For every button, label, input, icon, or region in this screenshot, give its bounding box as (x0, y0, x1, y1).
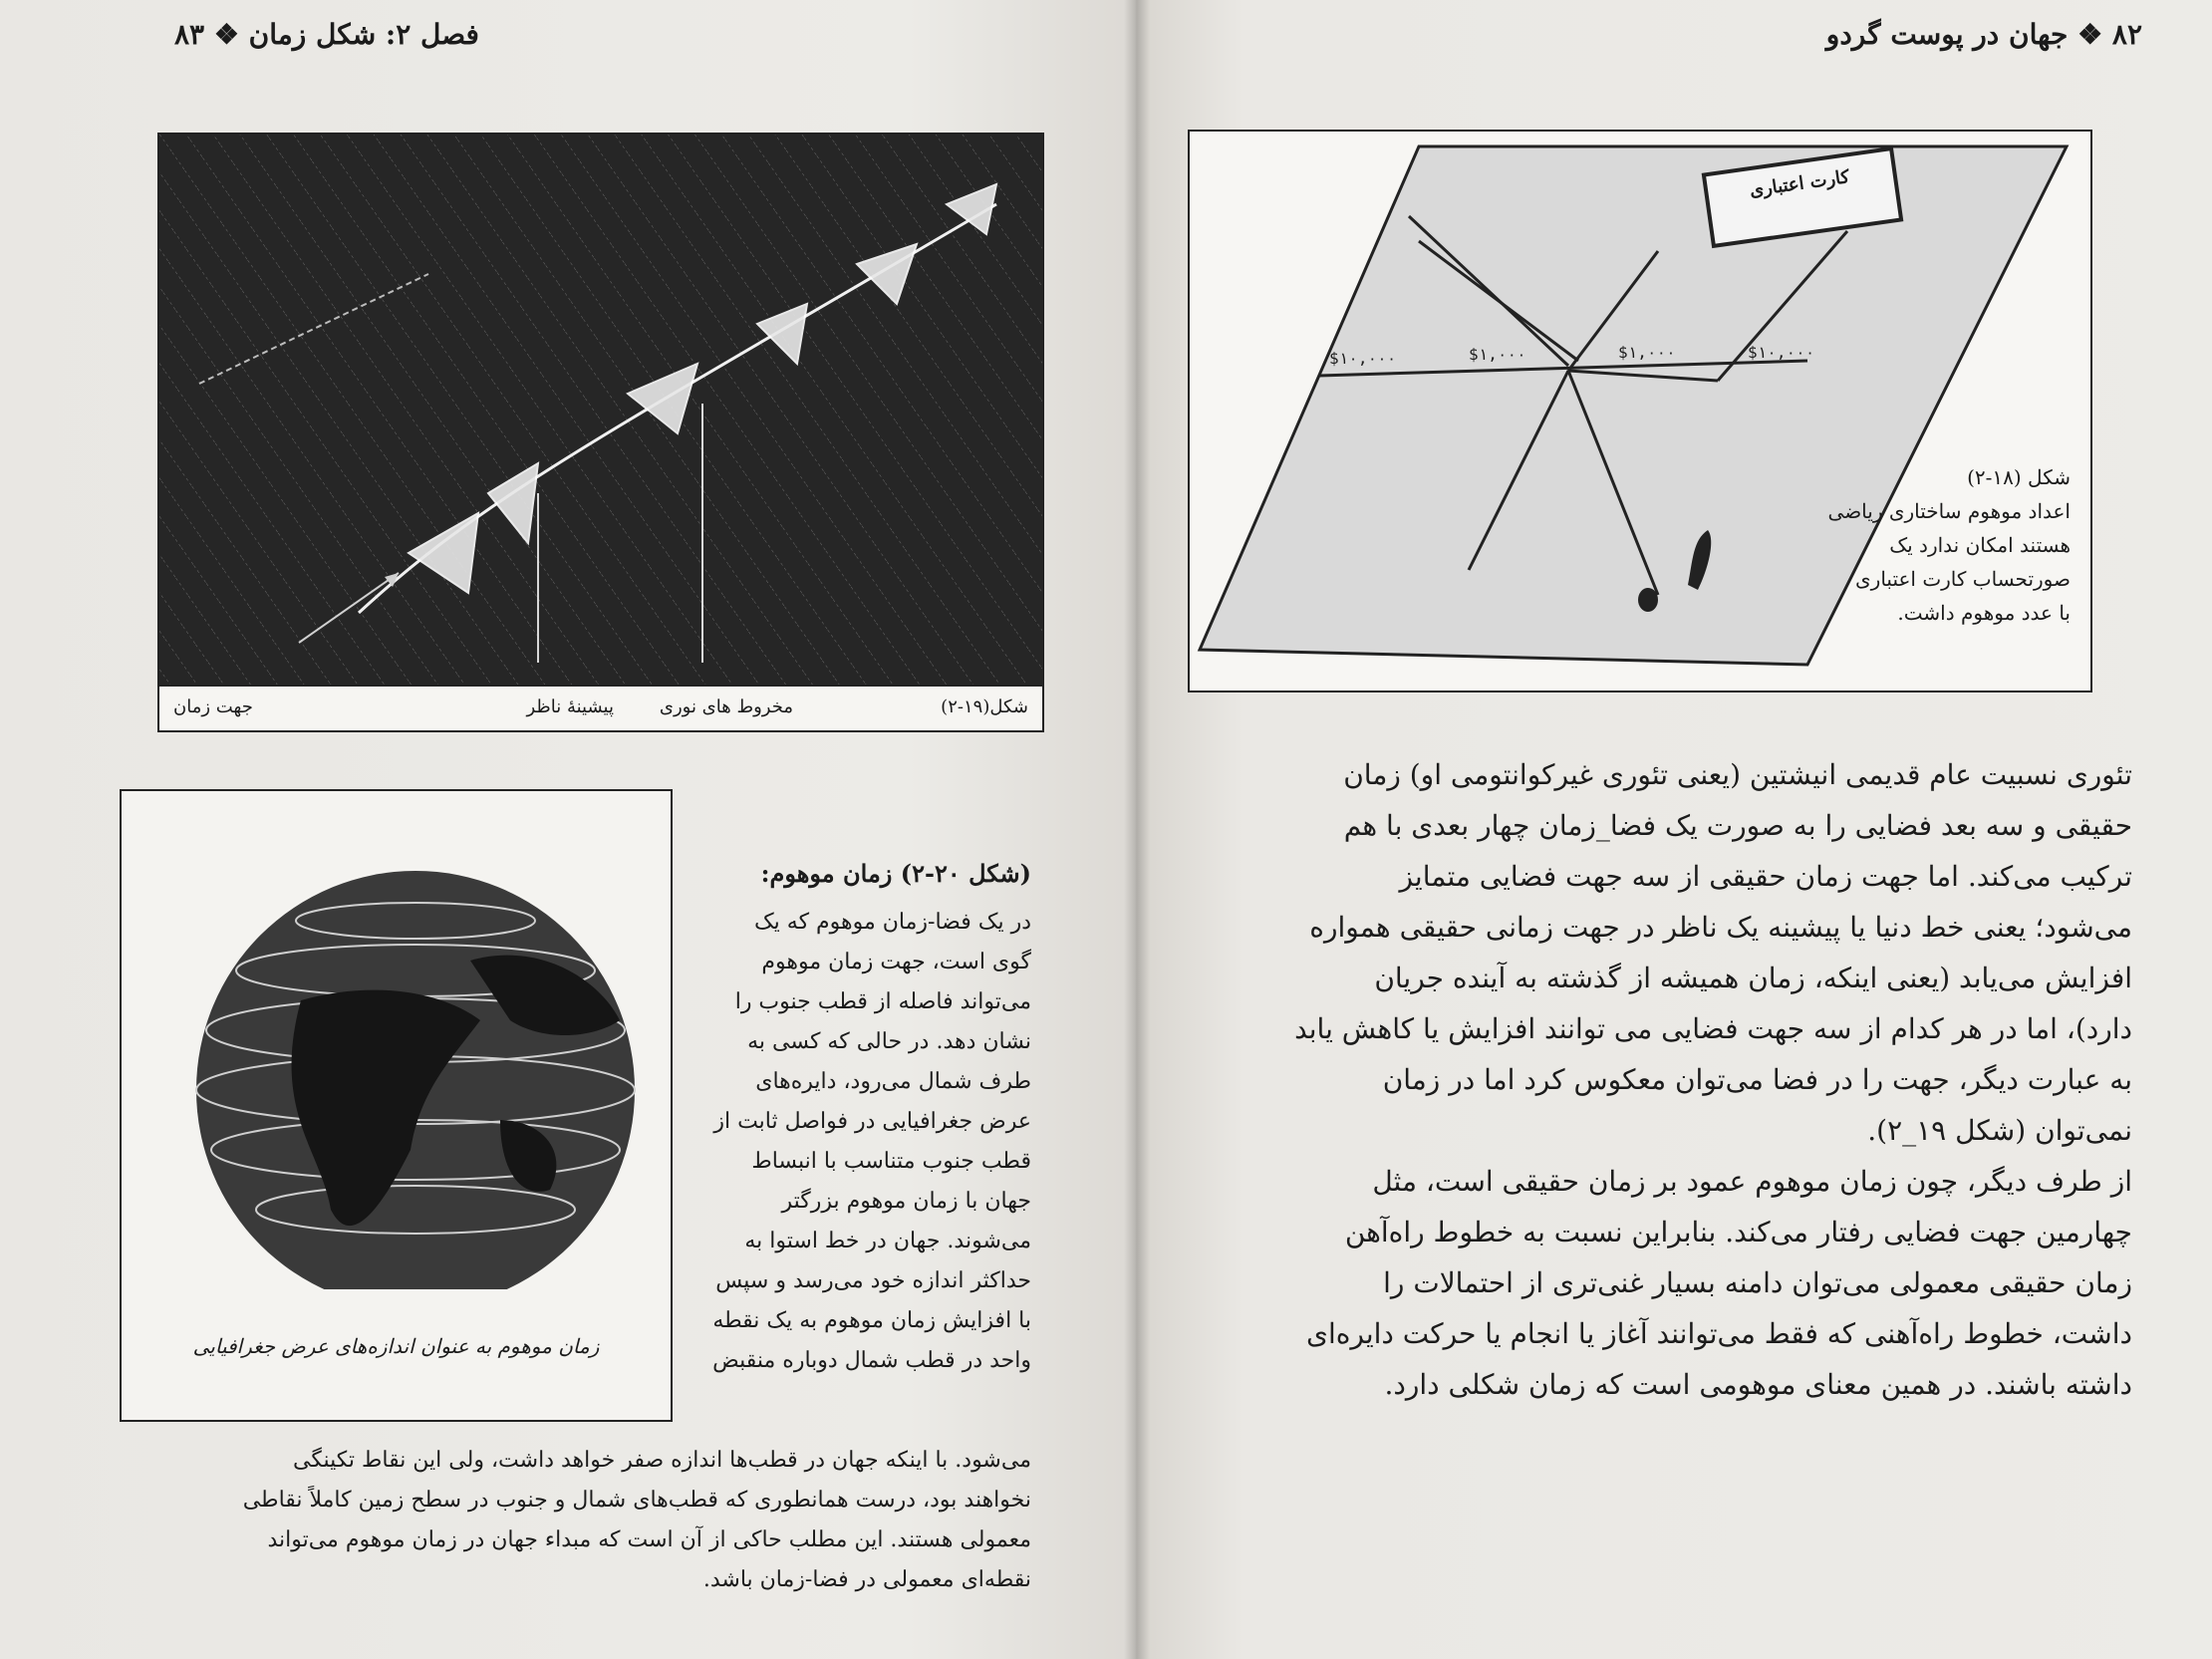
figure-credit-card (1188, 130, 2092, 692)
figure19-label-history: پیشینهٔ ناظر (526, 696, 614, 717)
body-line: دارد)، اما در هر کدام از سه جهت فضایی می توانند افزایش یا کاهش یابد (1294, 1012, 2132, 1045)
body-line: چهارمین جهت فضایی رفتار می‌کند. بنابراین نسبت به خطوط راه‌آهن (1344, 1216, 2132, 1248)
price-label: $۱,۰۰۰ (1618, 343, 1676, 362)
globe-caption: زمان موهوم به عنوان اندازه‌های عرض جغرافیایی (192, 1334, 600, 1358)
side-line: عرض جغرافیایی در فواصل ثابت از (713, 1109, 1031, 1134)
right-page (1136, 0, 2212, 1659)
credit-card-label: کارت اعتباری (1748, 166, 1851, 201)
side-line: می‌تواند فاصله از قطب جنوب را (734, 989, 1031, 1014)
figure18-caption (1772, 460, 2071, 630)
bottom-line: معمولی هستند. این مطلب حاکی از آن است که مبداء جهان در زمان موهوم می‌تواند (267, 1527, 1031, 1552)
body-line: داشت، خطوط راه‌آهنی که فقط می‌توانند آغاز یا انجام یا حرکت دایره‌ای (1306, 1317, 2132, 1350)
figure20-bottom-text (139, 1441, 1031, 1600)
side-line: قطب جنوب متناسب با انبساط (751, 1149, 1031, 1174)
figure20-title: (شکل ۲۰-۲) زمان موهوم: (760, 859, 1031, 888)
globe-illustration (122, 791, 671, 1289)
body-line: افزایش می‌یابد (یعنی اینکه، زمان همیشه از گذشته به آینده جریان (1374, 962, 2132, 994)
body-line: تئوری نسبیت عام قدیمی انیشتین (یعنی تئوری غیرکوانتومی او) زمان (1343, 758, 2132, 791)
body-line: زمان حقیقی معمولی می‌توان دامنه بسیار غنی‌تری از احتمالات را (1383, 1266, 2132, 1299)
body-line: می‌شود؛ یعنی خط دنیا یا پیشینه یک ناظر در جهت زمانی حقیقی همواره (1309, 911, 2132, 944)
side-line: گوی است، جهت زمان موهوم (761, 950, 1031, 974)
page-header-left: فصل ۲: شکل زمان ❖ ۸۳ (174, 18, 479, 51)
caption-line: هستند امکان ندارد یک (1889, 533, 2071, 557)
side-line: واحد در قطب شمال دوباره منقبض (712, 1348, 1031, 1373)
side-line: حداکثر اندازه خود می‌رسد و سپس (715, 1268, 1031, 1293)
figure19-label-time: جهت زمان (173, 696, 253, 717)
body-line: ترکیب می‌کند. اما جهت زمان حقیقی از سه جهت فضایی متمایز (1399, 860, 2132, 893)
figure20-side-text (688, 903, 1031, 1381)
side-line: با افزایش زمان موهوم به یک نقطه (712, 1308, 1031, 1333)
side-line: می‌شوند. جهان در خط استوا به (744, 1229, 1031, 1253)
body-line: به عبارت دیگر، جهت را در فضا می‌توان معکوس کرد اما در زمان (1382, 1063, 2132, 1096)
figure19-label-cones: مخروط های نوری (659, 696, 793, 717)
price-label: $۱۰,۰۰۰ (1329, 349, 1397, 368)
body-line: حقیقی و سه بعد فضایی را به صورت یک فضا_زمان چهار بعدی با هم (1343, 809, 2132, 842)
side-line: در یک فضا-زمان موهوم که یک (753, 910, 1031, 935)
figure-globe (120, 789, 673, 1422)
body-line: از طرف دیگر، چون زمان موهوم عمود بر زمان حقیقی است، مثل (1372, 1165, 2132, 1198)
figure-light-cones (157, 133, 1044, 732)
bottom-line: می‌شود. با اینکه جهان در قطب‌ها اندازه صفر خواهد داشت، ولی این نقاط تکینگی (292, 1448, 1031, 1473)
side-line: جهان با زمان موهوم بزرگتر (781, 1189, 1031, 1214)
caption-line: با عدد موهوم داشت. (1897, 601, 2071, 625)
side-line: نشان دهد. در حالی که کسی به (747, 1029, 1031, 1054)
caption-line: اعداد موهوم ساختاری ریاضی (1827, 499, 2071, 523)
figure18-number: شکل (۱۸-۲) (1967, 465, 2071, 489)
side-line: طرف شمال می‌رود، دایره‌های (755, 1069, 1031, 1094)
price-label: $۱۰,۰۰۰ (1748, 343, 1815, 362)
bottom-line: نخواهند بود، درست همانطوری که قطب‌های شمال و جنوب در سطح زمین کاملاً نقاطی (242, 1488, 1031, 1513)
caption-line: صورتحساب کارت اعتباری (1855, 567, 2071, 591)
body-line: داشته باشند. در همین معنای موهومی است که زمان شکلی دارد. (1384, 1368, 2132, 1401)
figure19-number: شکل(۱۹-۲) (941, 696, 1028, 717)
price-label: $۱,۰۰۰ (1469, 345, 1526, 364)
bottom-line: نقطه‌ای معمولی در فضا-زمان باشد. (702, 1567, 1031, 1592)
light-cones-illustration (159, 135, 1042, 685)
figure-light-cones-caption (159, 685, 1042, 730)
page-header-right: ۸۲ ❖ جهان در پوست گردو (1825, 18, 2142, 51)
body-line: نمی‌توان (شکل ۱۹_۲). (1867, 1114, 2132, 1147)
body-text (1176, 749, 2132, 1410)
book-gutter (1124, 0, 1150, 1659)
